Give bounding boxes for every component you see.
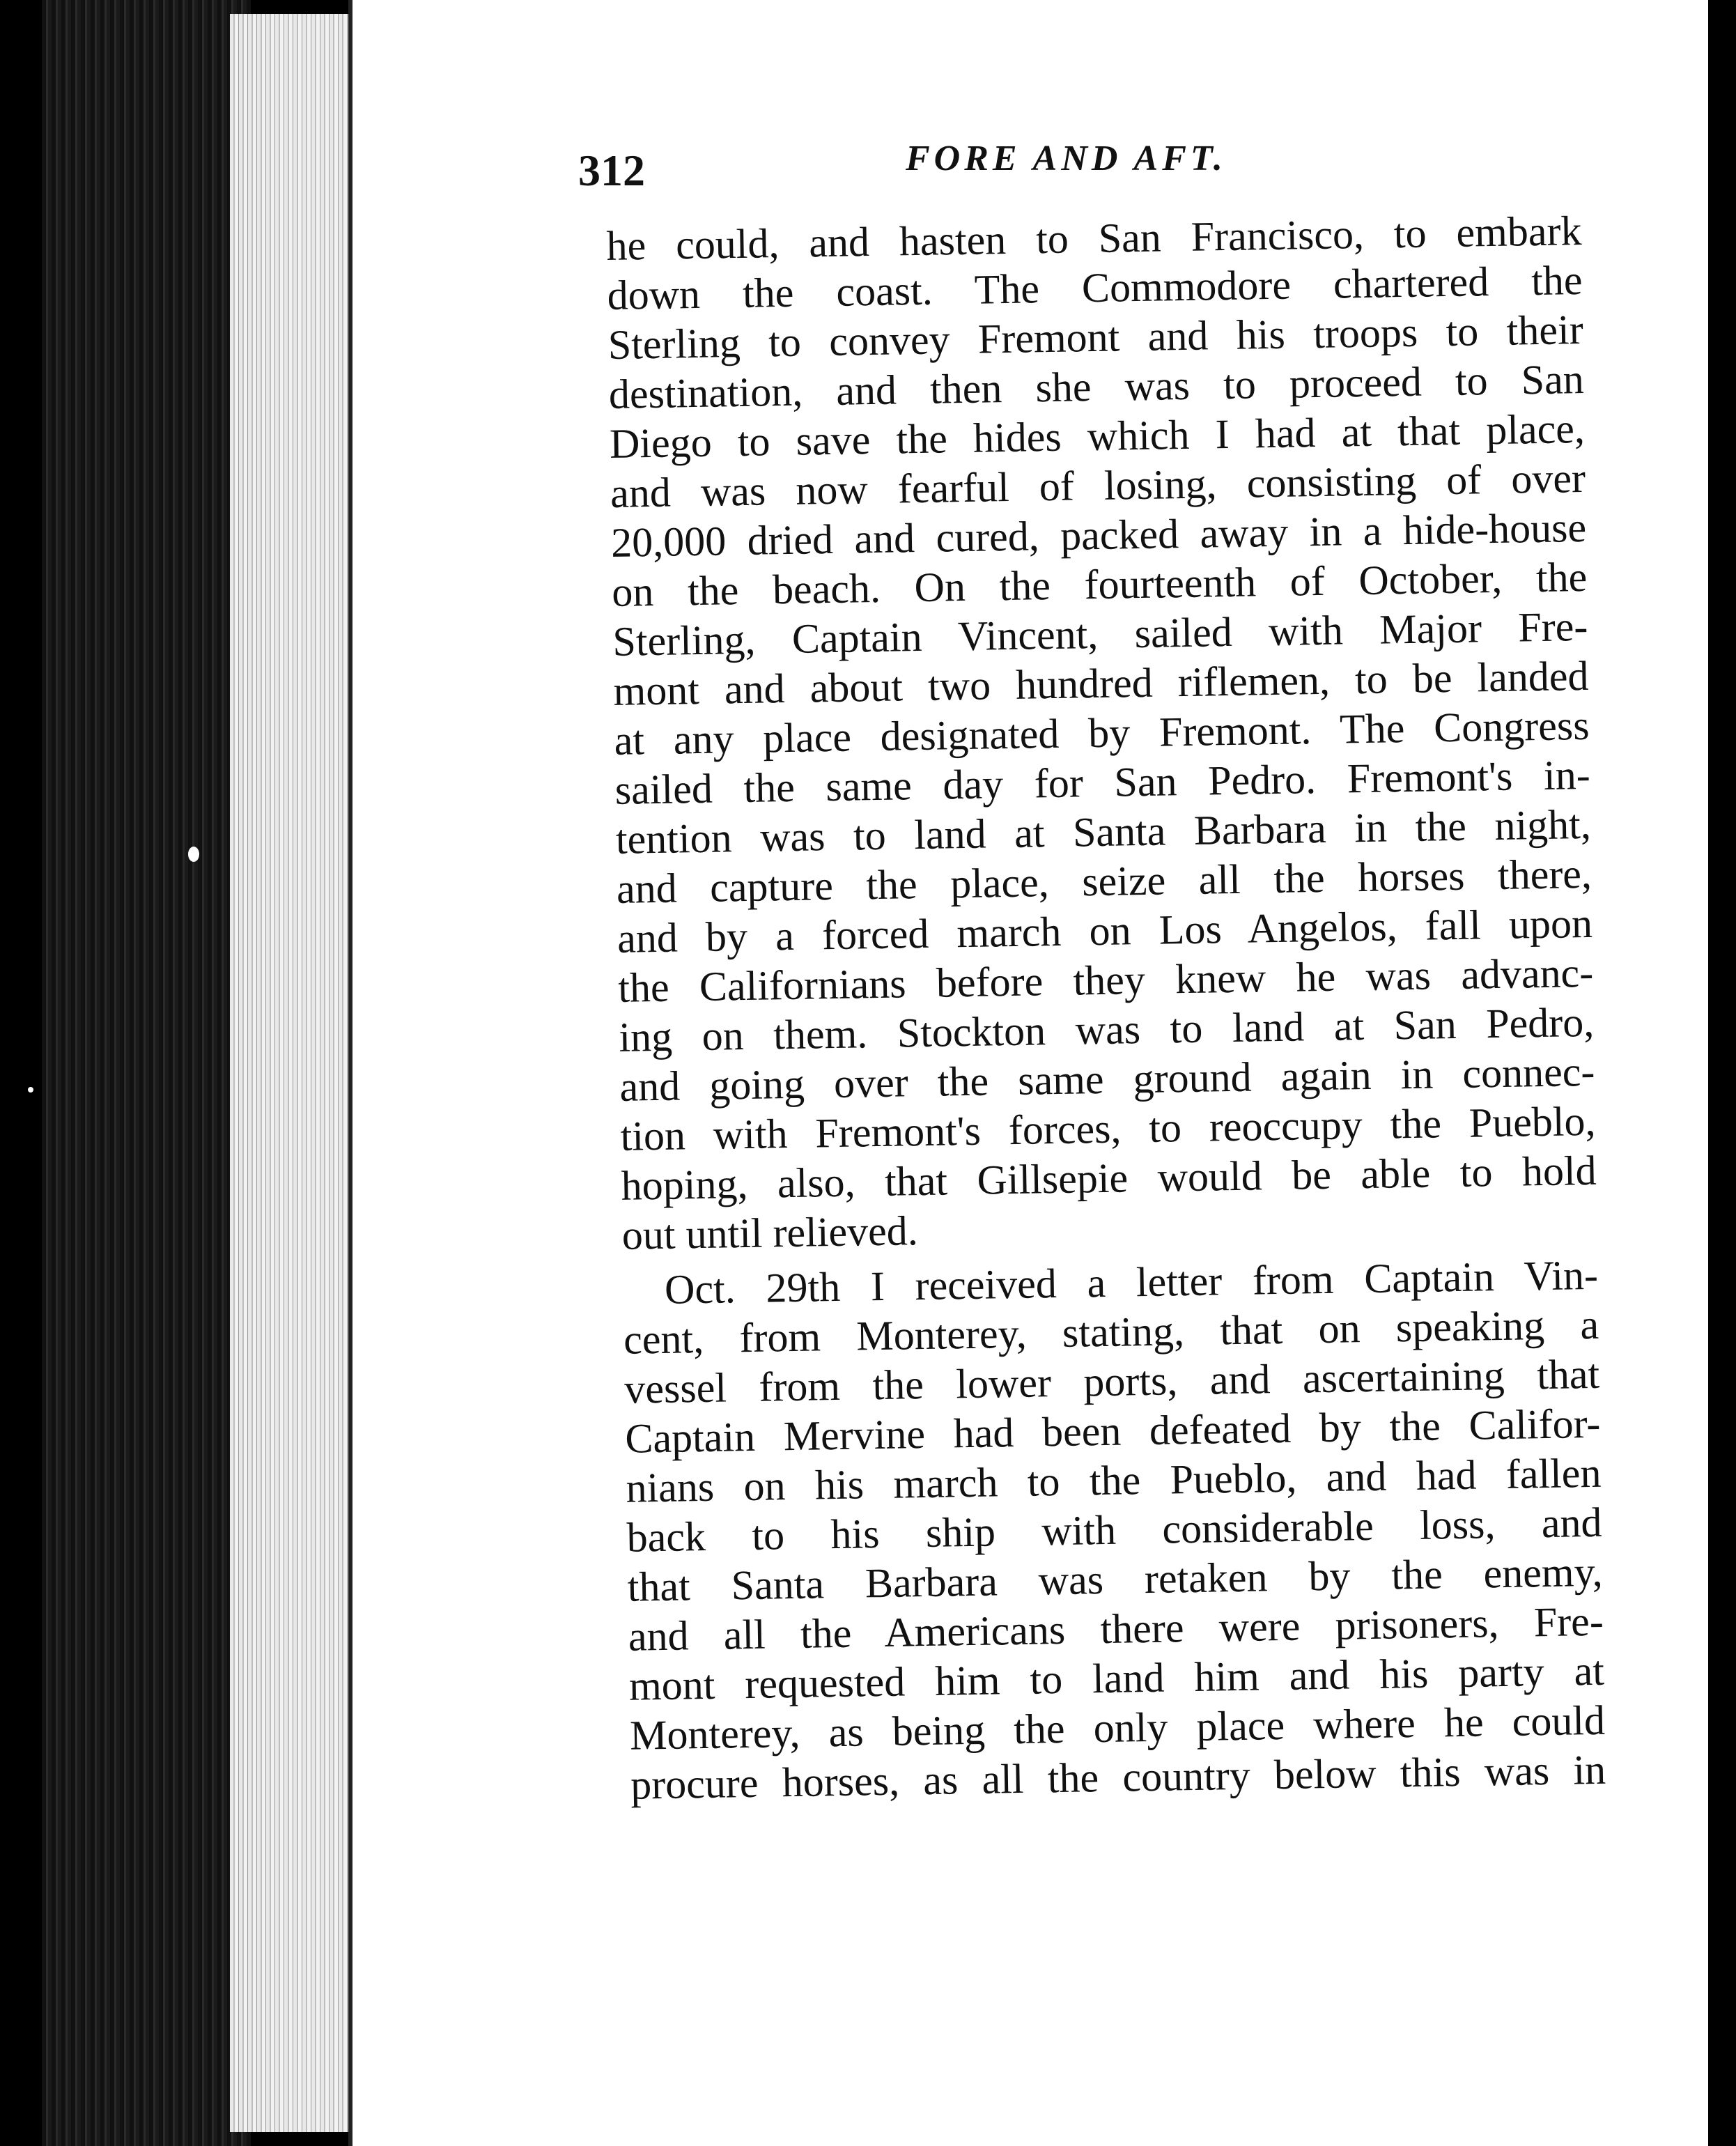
text-line: and all the Americans there were prisoners, Fre-: [628, 1598, 1604, 1660]
text-line: Sterling to convey Fremont and his troops to their: [607, 306, 1584, 368]
text-line: Monterey, as being the only place where he could: [629, 1697, 1606, 1759]
text-line: Captain Mervine had been defeated by the Califor-: [624, 1400, 1601, 1462]
body-text: [606, 206, 1606, 1810]
text-line: hoping, also, that Gillsepie would be able to hold: [621, 1147, 1597, 1209]
text-line: mont requested him to land him and his party at: [628, 1647, 1605, 1709]
scan-border: [1708, 0, 1736, 2146]
text-line: Diego to save the hides which I had at that place,: [609, 405, 1586, 467]
text-line: that Santa Barbara was retaken by the enemy,: [627, 1548, 1604, 1610]
dust-speck: [188, 847, 199, 862]
text-line: Sterling, Captain Vincent, sailed with Major Fre-: [612, 603, 1588, 665]
text-line: tion with Fremont's forces, to reoccupy the Pueblo,: [620, 1097, 1596, 1159]
text-line: and capture the place, seize all the horses there,: [616, 850, 1592, 912]
text-line: sailed the same day for San Pedro. Fremont's in-: [614, 751, 1591, 813]
text-line: and was now fearful of losing, consisting of over: [610, 454, 1586, 516]
text-line: Oct. 29th I received a letter from Captain Vin-: [664, 1251, 1599, 1313]
text-line: and by a forced march on Los Angelos, fall upon: [617, 900, 1593, 962]
running-title: FORE AND AFT.: [906, 139, 1227, 178]
text-line: down the coast. The Commodore chartered the: [607, 257, 1583, 318]
text-line: he could, and hasten to San Francisco, to embark: [606, 208, 1582, 269]
dust-speck: [28, 1087, 33, 1093]
book-page-block: [42, 0, 251, 2146]
text-line: cent, from Monterey, stating, that on speaking a: [623, 1301, 1599, 1363]
text-line: at any place designated by Fremont. The Congress: [614, 702, 1590, 764]
text-line: and going over the same ground again in connec-: [619, 1048, 1595, 1110]
text-line: out until relieved.: [621, 1207, 919, 1258]
text-line: tention was to land at Santa Barbara in the night,: [615, 801, 1592, 863]
page-number: 312: [578, 146, 645, 195]
text-line: destination, and then she was to proceed to San: [608, 355, 1585, 417]
page-header: [578, 131, 1665, 194]
text-line: nians on his march to the Pueblo, and had fallen: [626, 1449, 1602, 1511]
text-line: on the beach. On the fourteenth of October, the: [611, 553, 1588, 615]
text-line: ing on them. Stockton was to land at San Pedro,: [618, 998, 1595, 1060]
text-line: procure horses, as all the country below this was in: [630, 1746, 1606, 1808]
text-line: mont and about two hundred riflemen, to be landed: [613, 652, 1589, 714]
text-line: 20,000 dried and cured, packed away in a hide-house: [610, 504, 1587, 566]
text-line: vessel from the lower ports, and ascertaining that: [623, 1350, 1600, 1412]
page-edges: [230, 14, 348, 2132]
text-line: back to his ship with considerable loss, and: [626, 1499, 1603, 1561]
text-line: the Californians before they knew he was advanc-: [617, 949, 1594, 1011]
